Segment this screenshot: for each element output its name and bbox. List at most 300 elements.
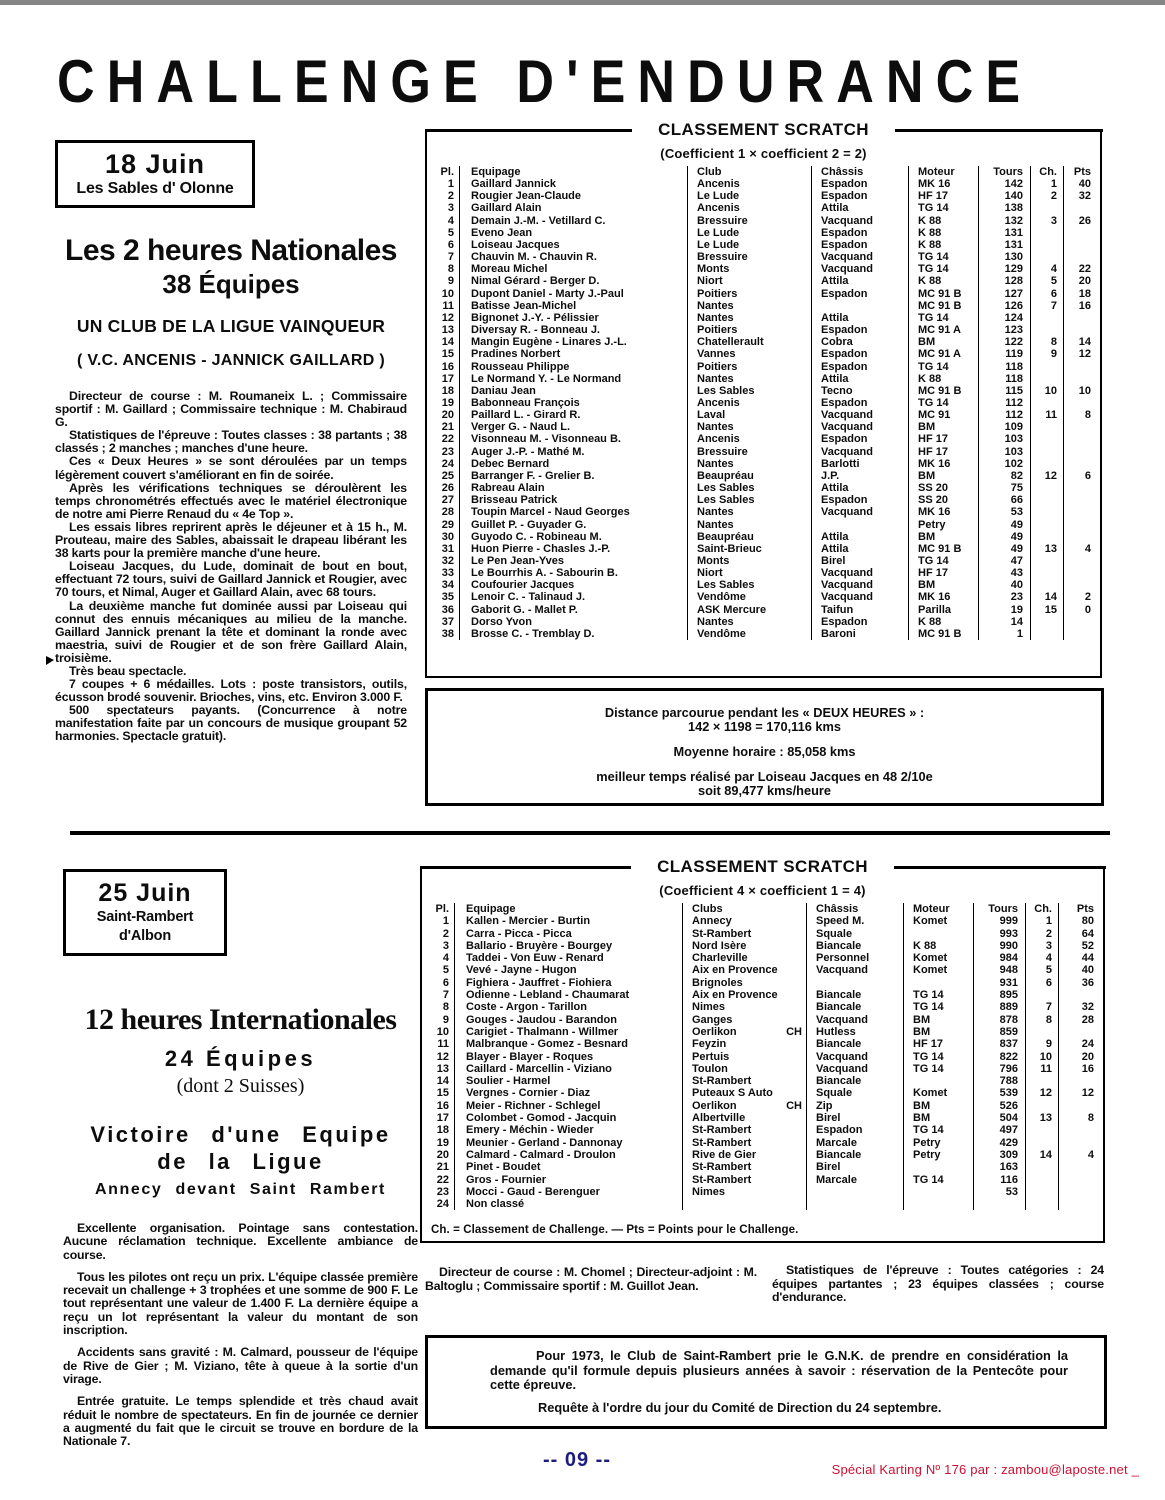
- table-cell: Biancale: [806, 1075, 903, 1087]
- table-cell: Dorso Yvon: [459, 616, 687, 628]
- table-cell: TG 14: [903, 1174, 973, 1186]
- table-cell: 80: [1058, 915, 1103, 927]
- table-cell: [811, 300, 908, 312]
- table-cell: 53: [973, 1186, 1025, 1198]
- table-cell: HF 17: [908, 446, 978, 458]
- table-cell: Kallen - Mercier - Burtin: [454, 915, 682, 927]
- table-cell: [1063, 506, 1100, 518]
- table-cell: [1030, 519, 1063, 531]
- table-cell: Fighiera - Jauffret - Fiohiera: [454, 977, 682, 989]
- table-cell: 28: [1058, 1014, 1103, 1026]
- table-cell: Rive de Gier: [682, 1149, 806, 1161]
- table-cell: TG 14: [908, 202, 978, 214]
- table-cell: Espadon: [811, 348, 908, 360]
- table-cell: Vacquand: [806, 1014, 903, 1026]
- table-cell: 19: [441, 396, 454, 409]
- table-cell: [1030, 397, 1063, 409]
- table-cell: 26: [441, 482, 454, 495]
- statistics-paragraph: [772, 1264, 1104, 1305]
- table-cell: 15: [1030, 604, 1063, 616]
- table-cell: Espadon: [811, 190, 908, 202]
- table-cell: 17: [441, 372, 454, 385]
- table-cell: 124: [978, 312, 1030, 324]
- paragraph: Directeur de course : M. Roumaneix L. ; Commissaire sportif : M. Gaillard ; Commissaire technique : M. Chabiraud G.: [55, 389, 407, 430]
- table-cell: 4: [1058, 1149, 1103, 1161]
- victory-line-2: de la Ligue: [157, 1149, 324, 1174]
- table-cell: Taifun: [811, 604, 908, 616]
- table-cell: Visonneau M. - Visonneau B.: [459, 433, 687, 445]
- table-cell: 1: [1030, 178, 1063, 190]
- table-cell: Emery - Méchin - Wieder: [454, 1124, 682, 1136]
- table-cell: 22: [441, 433, 454, 446]
- table-cell: [1030, 494, 1063, 506]
- table-cell: Monts: [687, 555, 811, 567]
- race-date-box: [63, 869, 227, 956]
- table-cell: [1030, 373, 1063, 385]
- table-cell: Zip: [806, 1100, 903, 1112]
- table-cell: 3: [447, 202, 454, 215]
- table-cell: Aix en Provence: [682, 989, 806, 1001]
- table-cell: Beaupréau: [687, 470, 811, 482]
- table-cell: Monts: [687, 263, 811, 275]
- table-cell: 14: [436, 1075, 449, 1088]
- table-cell: 15: [436, 1087, 449, 1100]
- table-cell: [1030, 361, 1063, 373]
- table-cell: 878: [973, 1014, 1025, 1026]
- table-cell: MK 16: [908, 506, 978, 518]
- table-cell: [1063, 227, 1100, 239]
- table-cell: 129: [978, 263, 1030, 275]
- table-cell: Vacquand: [811, 506, 908, 518]
- table-cell: Attila: [811, 312, 908, 324]
- victory-subhead: Annecy devant Saint Rambert: [95, 1181, 386, 1198]
- table-cell: 504: [973, 1112, 1025, 1124]
- table-cell: Vacquand: [806, 1051, 903, 1063]
- table-cell: 14: [1030, 591, 1063, 603]
- column-header: Pts: [1063, 166, 1100, 178]
- table-cell: 3: [1030, 215, 1063, 227]
- table-cell: Vacquand: [811, 446, 908, 458]
- table-cell: 23: [441, 445, 454, 458]
- table-cell: MC 91 A: [908, 348, 978, 360]
- table-cell: [1063, 373, 1100, 385]
- table-cell: K 88: [908, 215, 978, 227]
- table-cell: 16: [1063, 300, 1100, 312]
- table-cell: 10: [1030, 385, 1063, 397]
- table-cell: Puteaux S Auto: [682, 1087, 806, 1099]
- table-cell: ASK Mercure: [687, 604, 811, 616]
- table-cell: 12: [1058, 1087, 1103, 1099]
- table-cell: 20: [1058, 1051, 1103, 1063]
- table-cell: 6: [1030, 288, 1063, 300]
- table-cell: [1063, 397, 1100, 409]
- table-cell: [806, 1198, 903, 1210]
- table-cell: 10: [436, 1025, 449, 1038]
- distance-calc: 142 × 1198 = 170,116 kms: [688, 719, 841, 734]
- table-cell: [1058, 1137, 1103, 1149]
- table-cell: Carra - Picca - Picca: [454, 928, 682, 940]
- race-report-text: [63, 1222, 418, 1448]
- table-cell: Mocci - Gaud - Berenguer: [454, 1186, 682, 1198]
- table-cell: Barlotti: [811, 458, 908, 470]
- table-cell: 19: [978, 604, 1030, 616]
- table-cell: MC 91 B: [908, 543, 978, 555]
- table-cell: [1063, 616, 1100, 628]
- table-cell: St-Rambert: [682, 1124, 806, 1136]
- table-cell: Daniau Jean: [459, 385, 687, 397]
- table-cell: 11: [442, 299, 454, 312]
- table-cell: Vergnes - Cornier - Diaz: [454, 1087, 682, 1099]
- table-cell: Komet: [903, 1087, 973, 1099]
- table-cell: [1058, 1198, 1103, 1210]
- table-cell: Attila: [811, 543, 908, 555]
- table-cell: 112: [978, 409, 1030, 421]
- table-cell: 131: [978, 227, 1030, 239]
- table-cell: 33: [441, 567, 454, 580]
- teams-count-headline: 24 Équipes: [164, 1046, 317, 1071]
- table-cell: Barranger F. - Grelier B.: [459, 470, 687, 482]
- table-cell: 11: [1030, 409, 1063, 421]
- title-rule-right: [894, 866, 1106, 869]
- table-cell: TG 14: [908, 397, 978, 409]
- table-cell: Mangin Eugène - Linares J.-L.: [459, 336, 687, 348]
- table-cell: 3: [442, 939, 449, 952]
- table-cell: 132: [978, 215, 1030, 227]
- table-cell: Espadon: [811, 494, 908, 506]
- table-cell: 20: [441, 409, 454, 422]
- table-cell: 429: [973, 1137, 1025, 1149]
- table-cell: 1: [447, 178, 454, 191]
- table-cell: Vacquand: [811, 251, 908, 263]
- table-cell: 999: [973, 915, 1025, 927]
- table-cell: Petry: [903, 1137, 973, 1149]
- table-cell: [1063, 579, 1100, 591]
- paragraph: Entrée gratuite. Le temps splendide et très chaud avait réduit le nombre de spectateurs. En fin de journée ce dernier a augmenté du fait que le circuit se trouve en bordure de la Nationale 7.: [63, 1394, 418, 1449]
- table-cell: 1: [1025, 915, 1058, 927]
- table-cell: Les Sables: [687, 494, 811, 506]
- table-cell: Guillet P. - Guyader G.: [459, 519, 687, 531]
- table-cell: 837: [973, 1038, 1025, 1050]
- table-cell: Blayer - Blayer - Roques: [454, 1051, 682, 1063]
- table-title: CLASSEMENT SCRATCH: [658, 120, 869, 139]
- race-headline: 12 heures Internationales: [84, 1003, 397, 1036]
- table-cell: Pertuis: [682, 1051, 806, 1063]
- table-cell: [1058, 1075, 1103, 1087]
- table-cell: [1063, 531, 1100, 543]
- table-cell: [1025, 1026, 1058, 1038]
- notice-agenda: Requête à l'ordre du jour du Comité de Direction du 24 septembre.: [538, 1399, 942, 1415]
- paragraph: La deuxième manche fut dominée aussi par Loiseau qui connut des ennuis mécaniques au milieu de la manche. Gaillard Jannick prenant la tête et dominant la ronde avec maestria, suivi de Rougier et de son frère Gaillard Alain, troisième.: [55, 598, 407, 665]
- table-cell: Komet: [903, 964, 973, 976]
- table-cell: Vacquand: [806, 1063, 903, 1075]
- column-header: Club: [687, 166, 811, 178]
- table-cell: 22: [1063, 263, 1100, 275]
- table-cell: Hutless: [806, 1026, 903, 1038]
- table-cell: [1030, 312, 1063, 324]
- table-cell: 12: [441, 311, 454, 324]
- table-cell: 18: [441, 384, 454, 397]
- column-header: Pl.: [435, 903, 449, 915]
- table-cell: Vacquand: [811, 215, 908, 227]
- table-cell: 49: [978, 519, 1030, 531]
- table-cell: MK 16: [908, 591, 978, 603]
- table-cell: [1030, 433, 1063, 445]
- table-cell: Espadon: [811, 361, 908, 373]
- table-cell: TG 14: [903, 1051, 973, 1063]
- table-cell: Vacquand: [811, 263, 908, 275]
- table-cell: 52: [1058, 940, 1103, 952]
- table-cell: Speed M.: [806, 915, 903, 927]
- table-cell: Niort: [687, 275, 811, 287]
- officials-text: Directeur de course : M. Chomel ; Directeur-adjoint : M. Baltoglu ; Commissaire sportif : M. Guillot Jean.: [425, 1265, 757, 1293]
- section-divider: [70, 831, 1110, 835]
- table-cell: TG 14: [903, 1001, 973, 1013]
- table-cell: [1063, 239, 1100, 251]
- table-cell: 23: [436, 1185, 449, 1198]
- table-cell: 16: [441, 360, 454, 373]
- distance-summary-box: [425, 688, 1104, 806]
- table-cell: [1030, 555, 1063, 567]
- table-cell: 126: [978, 300, 1030, 312]
- table-cell: Odienne - Lebland - Chaumarat: [454, 989, 682, 1001]
- table-cell: 24: [1058, 1038, 1103, 1050]
- table-cell: 103: [978, 433, 1030, 445]
- winner-name-subhead: ( V.C. ANCENIS - JANNICK GAILLARD ): [77, 352, 385, 369]
- results-grid: [422, 903, 1103, 1210]
- table-cell: Vacquand: [806, 964, 903, 976]
- table-cell: [1025, 1137, 1058, 1149]
- table-cell: Biancale: [806, 1149, 903, 1161]
- table-cell: 17: [436, 1112, 449, 1125]
- table-cell: 4: [442, 952, 449, 965]
- table-title-bar: [425, 119, 1103, 141]
- table-cell: St-Rambert: [682, 1161, 806, 1173]
- column-header: Moteur: [908, 166, 978, 178]
- table-cell: J.P.: [811, 470, 908, 482]
- table-cell: 2: [1025, 928, 1058, 940]
- table-cell: [1063, 494, 1100, 506]
- table-cell: [1025, 989, 1058, 1001]
- table-cell: Le Normand Y. - Le Normand: [459, 373, 687, 385]
- table-cell: [1025, 1100, 1058, 1112]
- table-cell: [682, 1198, 806, 1210]
- table-cell: Vendôme: [687, 591, 811, 603]
- table-cell: TG 14: [908, 312, 978, 324]
- table-cell: Espadon: [806, 1124, 903, 1136]
- table-cell: Taddei - Von Euw - Renard: [454, 952, 682, 964]
- table-cell: BM: [908, 336, 978, 348]
- section-rambert-left-column: [63, 869, 418, 1457]
- table-cell: Rousseau Philippe: [459, 361, 687, 373]
- average-speed: Moyenne horaire : 85,058 kms: [673, 744, 856, 759]
- table-cell: [903, 1186, 973, 1198]
- table-cell: Caillard - Marcellin - Viziano: [454, 1063, 682, 1075]
- column-header: Pl.: [440, 166, 454, 178]
- table-legend: Ch. = Classement de Challenge. — Pts = Points pour le Challenge.: [431, 1224, 799, 1236]
- table-cell: TG 14: [908, 555, 978, 567]
- paragraph: Statistiques de l'épreuve : Toutes classes : 38 partants ; 38 classés ; 2 manches ; manches d'une heure.: [55, 428, 407, 456]
- table-cell: [1030, 628, 1063, 640]
- table-cell: Nimes: [682, 1186, 806, 1198]
- table-cell: Annecy: [682, 915, 806, 927]
- table-cell: 895: [973, 989, 1025, 1001]
- table-cell: [1030, 227, 1063, 239]
- table-cell: 14: [1063, 336, 1100, 348]
- table-cell: TG 14: [903, 1124, 973, 1136]
- section-sables-left-column: [55, 140, 407, 744]
- table-cell: 796: [973, 1063, 1025, 1075]
- race-report-text: [55, 390, 407, 744]
- table-cell: St-Rambert: [682, 928, 806, 940]
- table-cell: Gouges - Jaudou - Barandon: [454, 1014, 682, 1026]
- table-cell: Toupin Marcel - Naud Georges: [459, 506, 687, 518]
- table-cell: Petry: [908, 519, 978, 531]
- column-header: Tours: [978, 166, 1030, 178]
- table-cell: 9: [1025, 1038, 1058, 1050]
- table-cell: 49: [978, 543, 1030, 555]
- table-cell: 109: [978, 421, 1030, 433]
- table-cell: Niort: [687, 567, 811, 579]
- table-cell: [1025, 1075, 1058, 1087]
- table-cell: Squale: [806, 1087, 903, 1099]
- table-cell: [1030, 531, 1063, 543]
- table-cell: [1063, 628, 1100, 640]
- table-cell: Espadon: [811, 397, 908, 409]
- table-cell: MC 91 A: [908, 324, 978, 336]
- table-cell: 24: [441, 457, 454, 470]
- table-cell: [1063, 519, 1100, 531]
- table-cell: Malbranque - Gomez - Besnard: [454, 1038, 682, 1050]
- title-rule-left: [425, 129, 633, 132]
- coefficient-line: (Coefficient 1 × coefficient 2 = 2): [660, 146, 867, 161]
- table-cell: Poitiers: [687, 324, 811, 336]
- table-cell: Les Sables: [687, 482, 811, 494]
- table-cell: 10: [1063, 385, 1100, 397]
- results-grid: [427, 166, 1100, 640]
- table-cell: [1063, 433, 1100, 445]
- table-cell: BM: [903, 1100, 973, 1112]
- table-cell: [1058, 1161, 1103, 1173]
- table-cell: [1063, 555, 1100, 567]
- table-cell: Ballario - Bruyère - Bourgey: [454, 940, 682, 952]
- paragraph: 500 spectateurs payants. (Concurrence à notre manifestation faite par un concours de musique groupant 52 harmonies. Spectacle gratuit).: [55, 703, 407, 744]
- table-cell: [1063, 421, 1100, 433]
- column-header: Tours: [973, 903, 1025, 915]
- table-cell: 127: [978, 288, 1030, 300]
- table-cell: Babonneau François: [459, 397, 687, 409]
- table-cell: 23: [978, 591, 1030, 603]
- classification-table-sables: [425, 120, 1102, 678]
- table-cell: Moreau Michel: [459, 263, 687, 275]
- table-cell: BM: [903, 1112, 973, 1124]
- table-cell: 13: [436, 1062, 449, 1075]
- table-cell: Attila: [811, 482, 908, 494]
- table-cell: Le Bourrhis A. - Sabourin B.: [459, 567, 687, 579]
- table-cell: Le Pen Jean-Yves: [459, 555, 687, 567]
- table-cell: MK 16: [908, 178, 978, 190]
- table-cell: 9: [1030, 348, 1063, 360]
- table-cell: BM: [903, 1014, 973, 1026]
- table-cell: 118: [978, 373, 1030, 385]
- table-cell: [1058, 1026, 1103, 1038]
- table-cell: 6: [1025, 977, 1058, 989]
- table-cell: Vacquand: [811, 421, 908, 433]
- statistics-text: Statistiques de l'épreuve : Toutes catégories : 24 équipes partantes ; 23 équipes classées ; course d'endurance.: [772, 1263, 1104, 1305]
- table-cell: [1030, 202, 1063, 214]
- table-title-bar: [420, 856, 1106, 878]
- table-cell: 7: [1025, 1001, 1058, 1013]
- table-cell: Gaborit G. - Mallet P.: [459, 604, 687, 616]
- table-cell: 103: [978, 446, 1030, 458]
- table-cell: Vevé - Jayne - Hugon: [454, 964, 682, 976]
- table-cell: Ancenis: [687, 178, 811, 190]
- table-cell: Coste - Argon - Tarillon: [454, 1001, 682, 1013]
- table-cell: St-Rambert: [682, 1137, 806, 1149]
- table-cell: Vendôme: [687, 628, 811, 640]
- paragraph: 7 coupes + 6 médailles. Lots : poste transistors, outils, écusson brodé souvenir. Brioches, vins, etc. Environ 3.000 F.: [55, 677, 407, 705]
- best-lap: meilleur temps réalisé par Loiseau Jacques en 48 2/10e: [596, 769, 933, 784]
- table-cell: Parilla: [908, 604, 978, 616]
- table-cell: 7: [447, 251, 454, 264]
- table-cell: K 88: [908, 275, 978, 287]
- column-header: Ch.: [1030, 166, 1063, 178]
- table-cell: 40: [1063, 178, 1100, 190]
- table-cell: Diversay R. - Bonneau J.: [459, 324, 687, 336]
- paragraph: Tous les pilotes ont reçu un prix. L'équipe classée première recevait un challenge + 3 trophées et une somme de 900 F. Le tout représentant une valeur de 1.400 F. La dernière équipe a reçu un lot représentant la valeur du montant de son inscription.: [63, 1269, 418, 1338]
- table-cell: 1: [442, 915, 449, 928]
- table-cell: 29: [441, 518, 454, 531]
- table-cell: Meunier - Gerland - Dannonay: [454, 1137, 682, 1149]
- table-cell: TG 14: [908, 263, 978, 275]
- table-cell: 43: [978, 567, 1030, 579]
- table-cell: Attila: [811, 373, 908, 385]
- table-cell: [1030, 458, 1063, 470]
- table-cell: Meier - Richner - Schlegel: [454, 1100, 682, 1112]
- table-cell: 22: [436, 1173, 449, 1186]
- table-cell: TG 14: [903, 1063, 973, 1075]
- table-cell: Birel: [806, 1161, 903, 1173]
- table-cell: [1025, 1174, 1058, 1186]
- table-cell: 2: [447, 190, 454, 203]
- margin-mark: [46, 656, 54, 665]
- paragraph: Excellente organisation. Pointage sans contestation. Aucune réclamation technique. Excellente ambiance de course.: [63, 1221, 418, 1262]
- table-cell: 5: [447, 226, 454, 239]
- table-cell: 12: [1025, 1087, 1058, 1099]
- table-cell: [811, 519, 908, 531]
- table-cell: Cobra: [811, 336, 908, 348]
- swiss-teams-note: (dont 2 Suisses): [176, 1075, 305, 1097]
- table-cell: [1063, 312, 1100, 324]
- table-cell: Non classé: [454, 1198, 682, 1210]
- table-cell: 36: [441, 603, 454, 616]
- table-cell: 49: [978, 531, 1030, 543]
- paragraph: Après les vérifications techniques se déroulèrent les temps chronométrés effectués avec le matériel électronique de notre ami Pierre Renaud du « 4e Top ».: [55, 480, 407, 521]
- table-cell: K 88: [903, 940, 973, 952]
- table-cell: Vacquand: [811, 591, 908, 603]
- table-title: CLASSEMENT SCRATCH: [657, 857, 868, 876]
- notice-request: Pour 1973, le Club de Saint-Rambert prie le G.N.K. de prendre en considération la demande qu'il formule depuis plusieurs années à savoir : réservation de la Pentecôte pour cette épreuve.: [490, 1348, 1068, 1392]
- race-place: Saint-Rambert d'Albon: [96, 909, 194, 944]
- table-cell: Laval: [687, 409, 811, 421]
- table-cell: 40: [1058, 964, 1103, 976]
- table-cell: [903, 1075, 973, 1087]
- table-cell: 25: [441, 469, 454, 482]
- table-cell: Espadon: [811, 227, 908, 239]
- table-cell: 889: [973, 1001, 1025, 1013]
- table-cell: 112: [978, 397, 1030, 409]
- table-cell: HF 17: [908, 433, 978, 445]
- table-cell: 24: [436, 1198, 449, 1211]
